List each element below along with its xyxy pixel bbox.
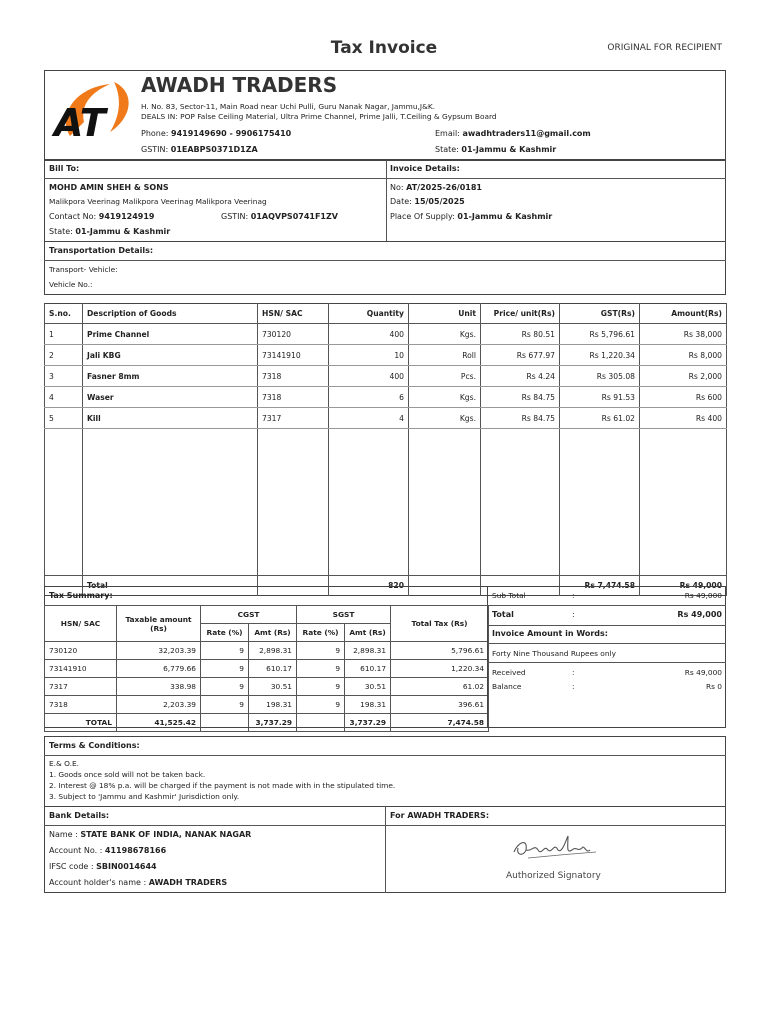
col-gst: GST(Rs) — [560, 304, 640, 324]
transport-heading: Transportation Details: — [49, 246, 154, 255]
invoice-number: No: AT/2025-26/0181 — [390, 183, 482, 192]
col-hsn: HSN/ SAC — [258, 304, 329, 324]
subtotal-label: Sub Total — [492, 591, 526, 600]
bank-name: Name : STATE BANK OF INDIA, NANAK NAGAR — [49, 830, 252, 839]
tax-summary-heading: Tax Summary: — [49, 591, 113, 600]
col-unit: Unit — [409, 304, 481, 324]
balance-label: Balance — [492, 682, 522, 691]
terms-line: 1. Goods once sold will not be taken back. — [49, 770, 206, 779]
place-of-supply: Place Of Supply: 01-Jammu & Kashmir — [390, 212, 553, 221]
vehicle-number: Vehicle No.: — [49, 280, 93, 289]
items-total-row: Total 820 Rs 7,474.58 Rs 49,000 — [45, 576, 727, 596]
company-deals: DEALS IN: POP False Ceiling Material, Ultra Prime Channel, Prime Jalli, T.Ceiling & Gypsum Board — [141, 112, 497, 121]
company-address: H. No. 83, Sector-11, Main Road near Uchi Pulli, Guru Nanak Nagar, Jammu,J&K. — [141, 102, 436, 111]
terms-line: E.& O.E. — [49, 759, 80, 768]
terms-heading: Terms & Conditions: — [49, 741, 140, 750]
received-label: Received — [492, 668, 526, 677]
bank-account: Account No. : 41198678166 — [49, 846, 167, 855]
amount-words: Forty Nine Thousand Rupees only — [492, 649, 616, 658]
buyer-state: State: 01-Jammu & Kashmir — [49, 227, 171, 236]
buyer-name: MOHD AMIN SHEH & SONS — [49, 183, 169, 192]
items-table — [44, 303, 727, 596]
company-email: Email: awadhtraders11@gmail.com — [435, 129, 591, 138]
buyer-address: Malikpora Veerinag Malikpora Veerinag Malikpora Veerinag — [49, 197, 267, 206]
company-name: AWADH TRADERS — [141, 73, 338, 97]
buyer-contact: Contact No: 9419124919 — [49, 212, 155, 221]
table-row: 5 Kill 7317 4 Kgs. Rs 84.75 Rs 61.02 Rs 400 — [45, 408, 727, 429]
svg-text:AT: AT — [54, 101, 106, 145]
tax-row: 73141910 6,779.66 9 610.17 9 610.17 1,220.34 — [45, 660, 489, 678]
tax-row: 7318 2,203.39 9 198.31 9 198.31 396.61 — [45, 696, 489, 714]
authorized-signatory: Authorized Signatory — [506, 871, 601, 881]
col-price: Price/ unit(Rs) — [481, 304, 560, 324]
terms-line: 2. Interest @ 18% p.a. will be charged if the payment is not made with in the stipulated time. — [49, 781, 396, 790]
copy-label: ORIGINAL FOR RECIPIENT — [607, 43, 722, 53]
page-title: Tax Invoice — [330, 38, 438, 58]
subtotal-value: Rs 49,000 — [684, 591, 722, 600]
invoice-details-heading: Invoice Details: — [390, 164, 460, 173]
bill-to-heading: Bill To: — [49, 164, 80, 173]
table-row: 1 Prime Channel 730120 400 Kgs. Rs 80.51 Rs 5,796.61 Rs 38,000 — [45, 324, 727, 345]
amount-words-heading: Invoice Amount in Words: — [492, 629, 608, 638]
received-value: Rs 49,000 — [684, 668, 722, 677]
col-description: Description of Goods — [83, 304, 258, 324]
tax-row: 730120 32,203.39 9 2,898.31 9 2,898.31 5,796.61 — [45, 642, 489, 660]
tax-row: 7317 338.98 9 30.51 9 30.51 61.02 — [45, 678, 489, 696]
company-phone: Phone: 9419149690 - 9906175410 — [141, 129, 292, 138]
transport-vehicle: Transport- Vehicle: — [49, 265, 118, 274]
signature-image — [508, 832, 603, 864]
col-amount: Amount(Rs) — [640, 304, 727, 324]
balance-value: Rs 0 — [705, 682, 722, 691]
bank-holder: Account holder's name : AWADH TRADERS — [49, 878, 228, 887]
table-row: 4 Waser 7318 6 Kgs. Rs 84.75 Rs 91.53 Rs 600 — [45, 387, 727, 408]
buyer-gstin: GSTIN: 01AQVPS0741F1ZV — [221, 212, 338, 221]
table-row: 2 Jali KBG 73141910 10 Roll Rs 677.97 Rs 1,220.34 Rs 8,000 — [45, 345, 727, 366]
bank-ifsc: IFSC code : SBIN0014644 — [49, 862, 157, 871]
company-logo — [50, 78, 134, 152]
invoice-date: Date: 15/05/2025 — [390, 197, 465, 206]
signatory-heading: For AWADH TRADERS: — [390, 811, 490, 820]
total-value: Rs 49,000 — [677, 610, 722, 619]
tax-summary-table: HSN/ SAC Taxable amount (Rs) CGST SGST Total Tax (Rs) Rate (%) Amt (Rs) Rate (%) Amt (Rs) 730120 32,203.39 9 2,898.31 9 2,898.31 5,796.61 73141910 6,779.66 9 610.17 9 610.17 1,220.34 7317 338.98 9 30.51 9 30.51 61.02 7318 2,203.39 9 198.31 9 198.31 396.61 TOTAL 41,525.42 3,737.29 3,737.29 7,474.58 — [44, 605, 489, 732]
company-state: State: 01-Jammu & Kashmir — [435, 145, 557, 154]
total-label: Total — [492, 610, 514, 619]
table-filler — [45, 429, 727, 576]
company-gstin: GSTIN: 01EABPS0371D1ZA — [141, 145, 258, 154]
terms-line: 3. Subject to 'Jammu and Kashmir' Jurisdiction only. — [49, 792, 240, 801]
col-quantity: Quantity — [329, 304, 409, 324]
items-header-row — [45, 304, 727, 324]
bank-heading: Bank Details: — [49, 811, 110, 820]
tax-total-row: TOTAL 41,525.42 3,737.29 3,737.29 7,474.58 — [45, 714, 489, 732]
table-row: 3 Fasner 8mm 7318 400 Pcs. Rs 4.24 Rs 305.08 Rs 2,000 — [45, 366, 727, 387]
col-sno: S.no. — [45, 304, 83, 324]
